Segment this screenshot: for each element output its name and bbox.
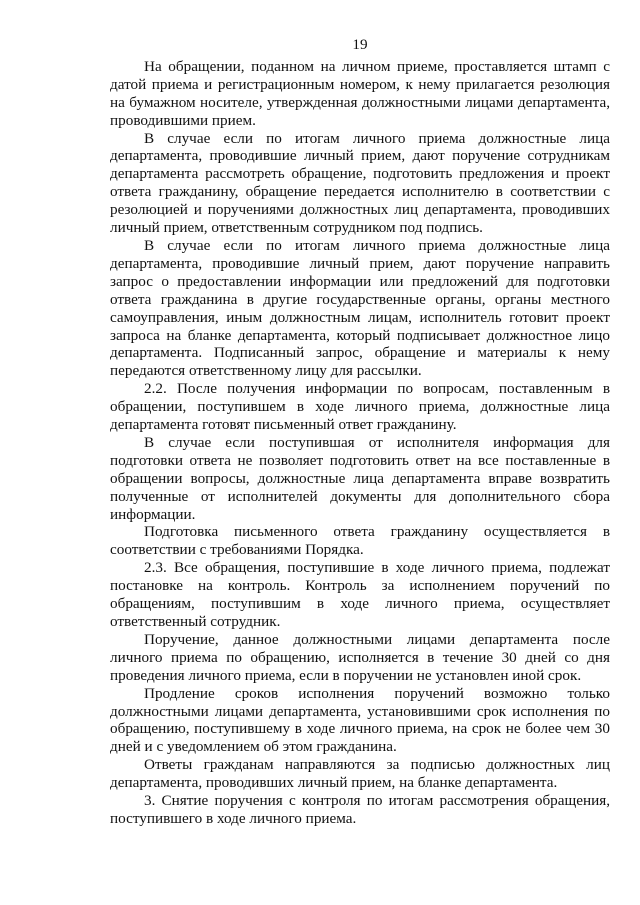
paragraph-deadline: Поручение, данное должностными лицами департамента после личного приема по обращению, исполняется в течение 30 дней со дня проведения личного приема, если в поручении не установлен иной срок. [110, 630, 610, 684]
page-number: 19 [352, 36, 368, 53]
paragraph-extension: Продление сроков исполнения поручений возможно только должностными лицами департамента, установившими срок исполнения по обращению, поступившему в ходе личного приема, на срок не более чем 30 дней и с уведомлением об этом гражданина. [110, 684, 610, 756]
paragraph-stamp: На обращении, поданном на личном приеме, проставляется штамп с датой приема и регистрационным номером, к нему прилагается резолюция на бумажном носителе, утвержденная должностными лицами департамента, проводившими прием. [110, 57, 610, 129]
paragraph-information-request: В случае если по итогам личного приема должностные лица департамента, проводившие личный прием, дают поручение направить запрос о предоставлении информации или предложений для подготовки ответа гражданина в другие государственные органы, органы местного самоуправления, иным должностным лицам, исполнитель готовит проект запроса на бланке департамента, который подписывает должностное лицо департамента. Подписанный запрос, обращение и материалы к нему передаются ответственному лицу для рассылки. [110, 236, 610, 380]
paragraph-2-2: 2.2. После получения информации по вопросам, поставленным в обращении, поступившем в ходе личного приема, должностные лица департамента готовят письменный ответ гражданину. [110, 380, 610, 434]
paragraph-written-answer: Подготовка письменного ответа гражданину осуществляется в соответствии с требованиями Порядка. [110, 523, 610, 559]
paragraph-signature: Ответы гражданам направляются за подписью должностных лиц департамента, проводивших личный прием, на бланке департамента. [110, 756, 610, 792]
paragraph-assignment-to-staff: В случае если по итогам личного приема должностные лица департамента, проводившие личный прием, дают поручение сотрудникам департамента рассмотреть обращение, подготовить предложения и проект ответа гражданину, обращение передается исполнителю в соответствии с резолюцией и поручениями должностных лиц департамента, проводивших личный прием, ответственным сотрудником под подпись. [110, 129, 610, 237]
paragraph-2-3: 2.3. Все обращения, поступившие в ходе личного приема, подлежат постановке на контроль. Контроль за исполнением поручений по обращениям, поступившим в ходе личного приема, осуществляет ответственный сотрудник. [110, 559, 610, 630]
document-page [110, 36, 610, 828]
paragraph-3: 3. Снятие поручения с контроля по итогам рассмотрения обращения, поступившего в ходе личного приема. [110, 792, 610, 827]
paragraph-insufficient-information: В случае если поступившая от исполнителя информация для подготовки ответа не позволяет подготовить ответ на все поставленные в обращении вопросы, должностные лица департамента вправе возвратить полученные от исполнителей документы для дополнительного сбора информации. [110, 433, 610, 523]
